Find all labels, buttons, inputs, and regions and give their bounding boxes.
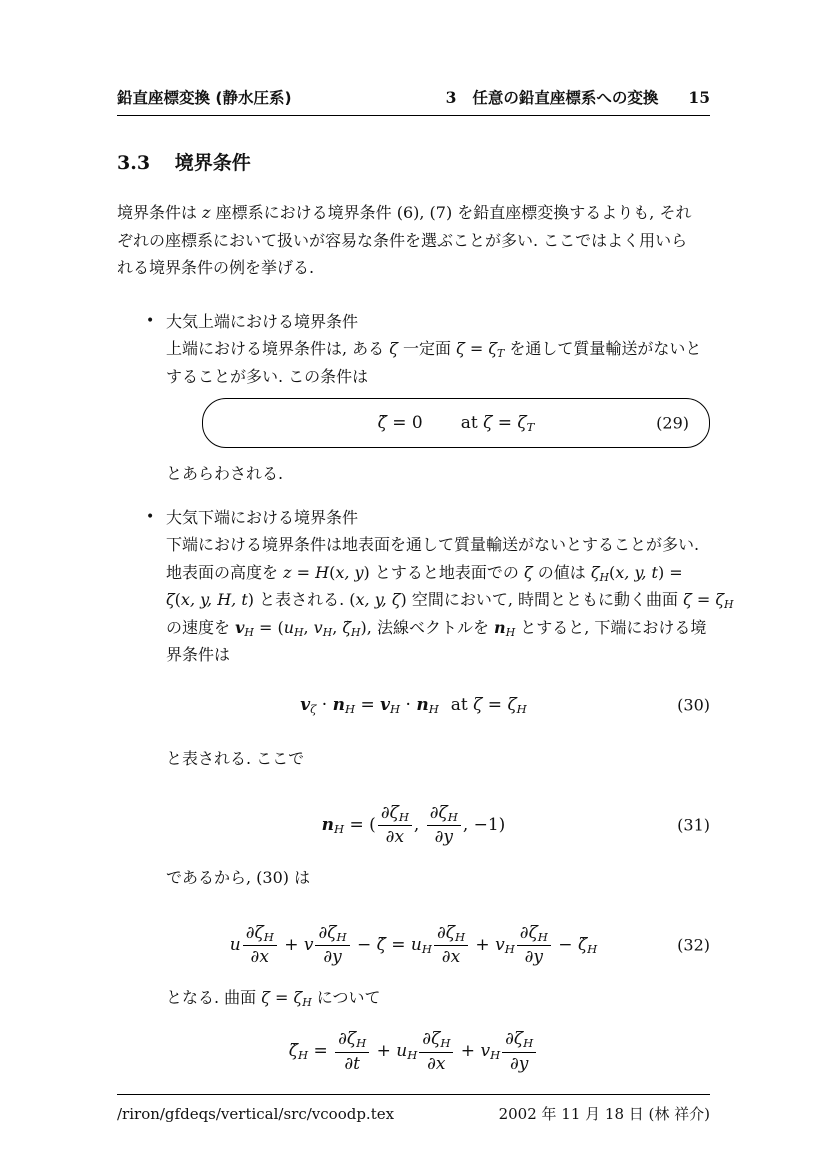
equation-31-body: $n_H$ = ( $\frac{\partial\zeta_H}{\partial x}$ , $\frac{\partial\zeta_H}{\partial y}$ , −1) <box>321 802 506 848</box>
footer-file-path: /riron/gfdeqs/vertical/src/vcoodp.tex <box>117 1105 395 1124</box>
equation-number: (30) <box>677 695 710 715</box>
text-line: となる. 曲面 $\zeta = \zeta_H$ について <box>166 987 381 1009</box>
equation-30-body: $v_\zeta \cdot n_H = v_H \cdot n_H$ at $\zeta = \zeta_H$ <box>300 694 527 717</box>
page-footer <box>117 1103 710 1124</box>
bullet-icon: • <box>146 312 155 329</box>
equation-31 <box>117 799 710 852</box>
equation-number: (29) <box>656 413 689 433</box>
equation-29 <box>217 413 695 433</box>
connector-after-30 <box>117 745 710 773</box>
text-line: 下端における境界条件は地表面を通して質量輸送がないとすることが多い. <box>166 535 700 555</box>
running-title: 鉛直座標変換 (静水圧系) <box>117 89 292 107</box>
text-line: することが多い. この条件は <box>166 366 369 386</box>
text-line: ぞれの座標系において扱いが容易な条件を選ぶことが多い. ここではよく用いら <box>117 230 688 250</box>
text-line: ζ(x, y, H, t) と表される. (x, y, ζ) 空間において, 時間とともに動く曲面 $\zeta = \zeta_H$ <box>166 590 734 612</box>
text-line: とあらわされる. <box>166 464 284 484</box>
equation-number: (32) <box>677 935 710 955</box>
text-line: の速度を $v_H = (u_H$, $v_H$, $\zetȧ_H$), 法線ベクトルを $n_H$ とすると, 下端における境 <box>166 617 707 639</box>
section-title: 境界条件 <box>174 152 251 174</box>
section-number: 3.3 <box>117 152 151 174</box>
text-line: 境界条件は z 座標系における境界条件 (6), (7) を鉛直座標変換するよりも, それ <box>117 203 692 222</box>
text-line: 界条件は <box>166 645 231 665</box>
intro-paragraph <box>117 199 710 282</box>
section-heading <box>117 148 710 175</box>
bullet-icon: • <box>146 508 155 525</box>
bullet-item-top-boundary <box>117 308 710 488</box>
header-right <box>446 86 710 108</box>
equation-box <box>202 398 710 448</box>
text-line: であるから, (30) は <box>166 867 311 887</box>
footer-date-author: 2002 年 11 月 18 日 (林 祥介) <box>498 1105 710 1124</box>
footer-rule <box>117 1094 710 1095</box>
page-number: 15 <box>688 88 710 107</box>
connector-after-32 <box>117 984 710 1012</box>
equation-29-body: ζ̇ = 0 at $\zeta = \zeta_T$ <box>377 413 535 435</box>
text-line: れる境界条件の例を挙げる. <box>117 258 315 277</box>
text-line: 上端における境界条件は, ある ζ 一定面 $\zeta = \zeta_T$ を通して質量輸送がないと <box>166 339 702 361</box>
equation-30 <box>117 689 710 721</box>
equation-32-body: u $\frac{\partial\zeta_H}{\partial x}$ + v $\frac{\partial\zeta_H}{\partial y}$ − ζ̇ = $u_H$ $\frac{\partial\zeta_H}{\partial x}$ + $v_H$ $\frac{\partial\zeta_H}{\partial y}$ − $\zetȧ_H$ <box>229 923 598 968</box>
page-header <box>117 86 710 108</box>
equation-number: (31) <box>677 815 710 835</box>
header-rule <box>117 115 710 116</box>
header-section-title: 任意の鉛直座標系への変換 <box>472 89 659 107</box>
bullet-title: 大気上端における境界条件 <box>166 311 359 331</box>
bullet-item-bottom-boundary <box>117 504 734 669</box>
header-section-number: 3 <box>445 88 457 107</box>
equation-32 <box>117 919 710 972</box>
bullet-title: 大気下端における境界条件 <box>166 507 359 527</box>
text-line: と表される. ここで <box>166 749 305 769</box>
equation-final-unnumbered <box>117 1025 710 1078</box>
text-line: 地表面の高度を z = H(x, y) とすると地表面での ζ の値は $\zeta_H(x$, y, t) = <box>166 562 683 584</box>
connector-after-31 <box>117 864 710 892</box>
equation-final-body: $\zetȧ_H$ = $\frac{\partial\zeta_H}{\partial t}$ + $u_H$ $\frac{\partial\zeta_H}{\partial x}$ + $v_H$ $\frac{\partial\zeta_H}{\partial y}$ <box>289 1041 538 1061</box>
